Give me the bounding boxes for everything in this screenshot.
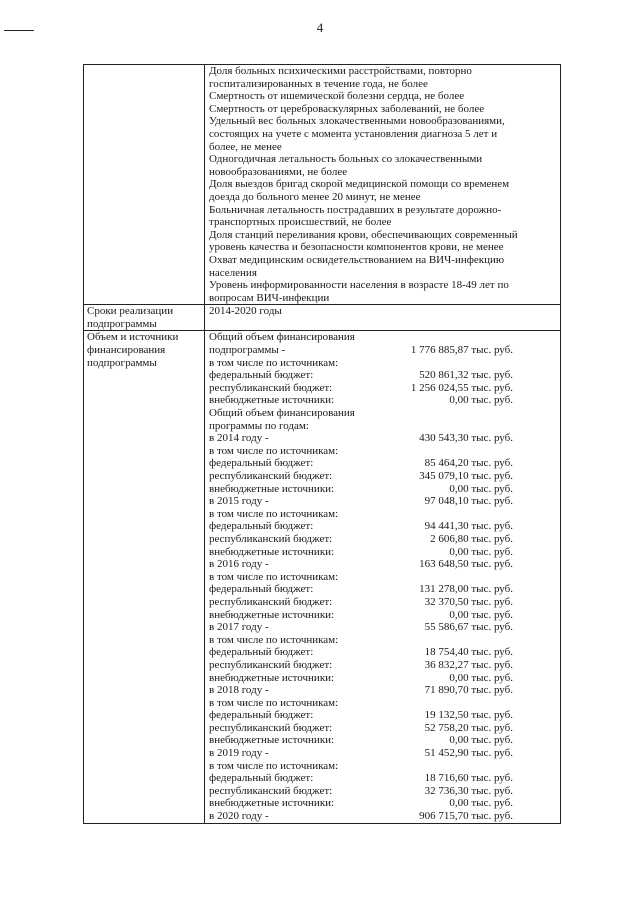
financing-line-label: федеральный бюджет: — [209, 772, 314, 785]
financing-line-label: федеральный бюджет: — [209, 709, 314, 722]
financing-line-label: в том числе по источникам: — [209, 356, 339, 369]
financing-line-value: 1 776 885,87 тыс. руб. — [410, 344, 513, 357]
financing-label-line: подпрограммы — [87, 356, 157, 369]
indicator-line: новообразованиями, не более — [209, 165, 348, 178]
financing-line-value: 0,00 тыс. руб. — [449, 797, 513, 810]
financing-line — [209, 747, 556, 760]
financing-line — [209, 445, 556, 458]
financing-line — [209, 646, 556, 659]
financing-line-value: 18 716,60 тыс. руб. — [424, 772, 513, 785]
indicator-line: Уровень информированности населения в возрасте 18-49 лет по — [209, 279, 509, 292]
financing-line-label: программы по годам: — [209, 419, 309, 432]
financing-line — [209, 583, 556, 596]
financing-line — [209, 760, 556, 773]
financing-line-label: федеральный бюджет: — [209, 646, 314, 659]
financing-line-label: федеральный бюджет: — [209, 583, 314, 596]
indicator-line: состоящих на учете с момента установления диагноза 5 лет и — [209, 127, 498, 140]
indicator-line: Удельный вес больных злокачественными новообразованиями, — [209, 115, 505, 128]
terms-row — [84, 304, 560, 330]
financing-line — [209, 394, 556, 407]
financing-line-label: в том числе по источникам: — [209, 570, 339, 583]
financing-line-label: в 2018 году - — [209, 684, 269, 697]
financing-line — [209, 407, 556, 420]
financing-details — [205, 331, 560, 822]
indicators-row — [84, 65, 560, 304]
indicator-line: населения — [209, 266, 257, 279]
financing-line-label: республиканский бюджет: — [209, 721, 333, 734]
financing-line-label: внебюджетные источники: — [209, 394, 335, 407]
financing-line-label: республиканский бюджет: — [209, 595, 333, 608]
financing-line-label: в том числе по источникам: — [209, 507, 339, 520]
financing-line-label: в 2019 году - — [209, 747, 269, 760]
financing-line — [209, 508, 556, 521]
financing-line-value: 0,00 тыс. руб. — [449, 734, 513, 747]
financing-label — [84, 331, 205, 822]
financing-line-label: республиканский бюджет: — [209, 381, 333, 394]
indicator-line: Больничная летальность пострадавших в результате дорожно- — [209, 203, 502, 216]
financing-line-label: в 2015 году - — [209, 495, 269, 508]
financing-line — [209, 684, 556, 697]
financing-line-value: 19 132,50 тыс. руб. — [424, 709, 513, 722]
financing-line — [209, 772, 556, 785]
indicator-line: Доля выездов бригад скорой медицинской помощи со временем — [209, 178, 510, 191]
financing-line-label: Общий объем финансирования — [209, 331, 355, 344]
financing-line-value: 430 543,30 тыс. руб. — [419, 432, 513, 445]
financing-line-label: федеральный бюджет: — [209, 369, 314, 382]
financing-line-value: 345 079,10 тыс. руб. — [419, 470, 513, 482]
financing-line — [209, 659, 556, 672]
financing-line-value: 85 464,20 тыс. руб. — [424, 457, 513, 470]
financing-line-label: Общий объем финансирования — [209, 407, 355, 420]
indicator-line: Охват медицинским освидетельствованием на ВИЧ-инфекцию — [209, 253, 505, 266]
financing-line — [209, 672, 556, 685]
financing-line-value: 0,00 тыс. руб. — [449, 394, 513, 407]
financing-line-value: 163 648,50 тыс. руб. — [419, 558, 513, 571]
financing-label-line: Объем и источники — [87, 331, 179, 344]
financing-line-value: 2 606,80 тыс. руб. — [430, 532, 513, 545]
financing-line — [209, 470, 556, 483]
financing-line-label: республиканский бюджет: — [209, 658, 333, 671]
indicator-line: транспортных происшествий, не более — [209, 216, 392, 229]
financing-line — [209, 697, 556, 710]
indicator-line: госпитализированных в течение года, не более — [209, 77, 428, 90]
financing-line-value: 55 586,67 тыс. руб. — [424, 621, 513, 634]
financing-line — [209, 331, 556, 344]
financing-line — [209, 797, 556, 810]
indicators-label-cell — [84, 65, 205, 304]
indicators-list — [205, 65, 560, 304]
financing-line — [209, 520, 556, 533]
financing-line-label: подпрограммы - — [209, 344, 286, 357]
financing-line — [209, 357, 556, 370]
financing-line — [209, 634, 556, 647]
indicator-line: уровень качества и безопасности компонентов крови, не менее — [209, 241, 504, 254]
financing-line-value: 97 048,10 тыс. руб. — [424, 495, 513, 508]
financing-line-value: 0,00 тыс. руб. — [449, 671, 513, 684]
page-number: 4 — [316, 20, 324, 35]
financing-line-value: 131 278,00 тыс. руб. — [419, 583, 513, 596]
terms-label-line: Сроки реализации — [87, 305, 174, 318]
financing-line — [209, 734, 556, 747]
financing-line-label: внебюджетные источники: — [209, 482, 335, 495]
financing-line — [209, 457, 556, 470]
financing-line — [209, 558, 556, 571]
financing-line-label: республиканский бюджет: — [209, 470, 333, 482]
financing-label-line: финансирования — [87, 344, 166, 357]
financing-line — [209, 785, 556, 798]
indicator-line: Смертность от цереброваскулярных заболеваний, не более — [209, 102, 485, 115]
indicator-line: более, не менее — [209, 140, 282, 153]
financing-line — [209, 344, 556, 357]
financing-line — [209, 533, 556, 546]
terms-value: 2014-2020 годы — [209, 305, 282, 318]
financing-line — [209, 609, 556, 622]
financing-line — [209, 810, 556, 823]
financing-line-label: в том числе по источникам: — [209, 444, 339, 457]
financing-line-label: внебюджетные источники: — [209, 608, 335, 621]
financing-line-value: 94 441,30 тыс. руб. — [424, 520, 513, 533]
terms-label-line: подпрограммы — [87, 317, 157, 330]
financing-line — [209, 382, 556, 395]
financing-line — [209, 432, 556, 445]
financing-line-value: 18 754,40 тыс. руб. — [424, 646, 513, 659]
financing-line-label: федеральный бюджет: — [209, 457, 314, 470]
indicator-line: Смертность от ишемической болезни сердца, не более — [209, 90, 465, 103]
financing-line-label: внебюджетные источники: — [209, 734, 335, 747]
financing-line-label: внебюджетные источники: — [209, 797, 335, 810]
subprogram-passport-table — [83, 64, 561, 824]
financing-line-label: республиканский бюджет: — [209, 784, 333, 797]
indicator-line: вопросам ВИЧ-инфекции — [209, 291, 330, 304]
financing-line-value: 36 832,27 тыс. руб. — [424, 658, 513, 671]
financing-line — [209, 722, 556, 735]
financing-line — [209, 596, 556, 609]
financing-line-label: республиканский бюджет: — [209, 532, 333, 545]
financing-row — [84, 330, 560, 822]
financing-line-value: 0,00 тыс. руб. — [449, 482, 513, 495]
financing-line — [209, 621, 556, 634]
financing-line-value: 0,00 тыс. руб. — [449, 545, 513, 558]
indicator-line: Одногодичная летальность больных со злокачественными — [209, 153, 483, 166]
financing-line — [209, 483, 556, 496]
financing-line-label: в том числе по источникам: — [209, 759, 339, 772]
terms-label — [84, 305, 205, 330]
financing-line-label: в том числе по источникам: — [209, 696, 339, 709]
financing-line-label: внебюджетные источники: — [209, 545, 335, 558]
financing-line-label: в 2014 году - — [209, 432, 269, 445]
financing-line-label: федеральный бюджет: — [209, 520, 314, 533]
indicator-line: доезда до больного менее 20 минут, не менее — [209, 190, 421, 203]
financing-line-value: 32 370,50 тыс. руб. — [424, 595, 513, 608]
financing-line-value: 51 452,90 тыс. руб. — [424, 747, 513, 760]
financing-line — [209, 420, 556, 433]
financing-line-value: 71 890,70 тыс. руб. — [424, 684, 513, 697]
financing-line-value: 32 736,30 тыс. руб. — [424, 784, 513, 797]
financing-line-value: 906 715,70 тыс. руб. — [419, 810, 513, 823]
financing-line-label: в том числе по источникам: — [209, 633, 339, 646]
indicator-line: Доля станций переливания крови, обеспечивающих современный — [209, 228, 518, 241]
financing-line-value: 1 256 024,55 тыс. руб. — [410, 381, 513, 394]
financing-line — [209, 495, 556, 508]
financing-line-value: 0,00 тыс. руб. — [449, 608, 513, 621]
financing-line — [209, 571, 556, 584]
indicator-line: Доля больных психическими расстройствами, повторно — [209, 65, 472, 77]
financing-line-label: в 2016 году - — [209, 558, 269, 571]
financing-line-label: в 2020 году - — [209, 810, 269, 823]
financing-line-label: внебюджетные источники: — [209, 671, 335, 684]
financing-line — [209, 546, 556, 559]
financing-line — [209, 709, 556, 722]
financing-line — [209, 369, 556, 382]
financing-line-label: в 2017 году - — [209, 621, 269, 634]
financing-line-value: 520 861,32 тыс. руб. — [419, 369, 513, 382]
financing-line-value: 52 758,20 тыс. руб. — [424, 721, 513, 734]
